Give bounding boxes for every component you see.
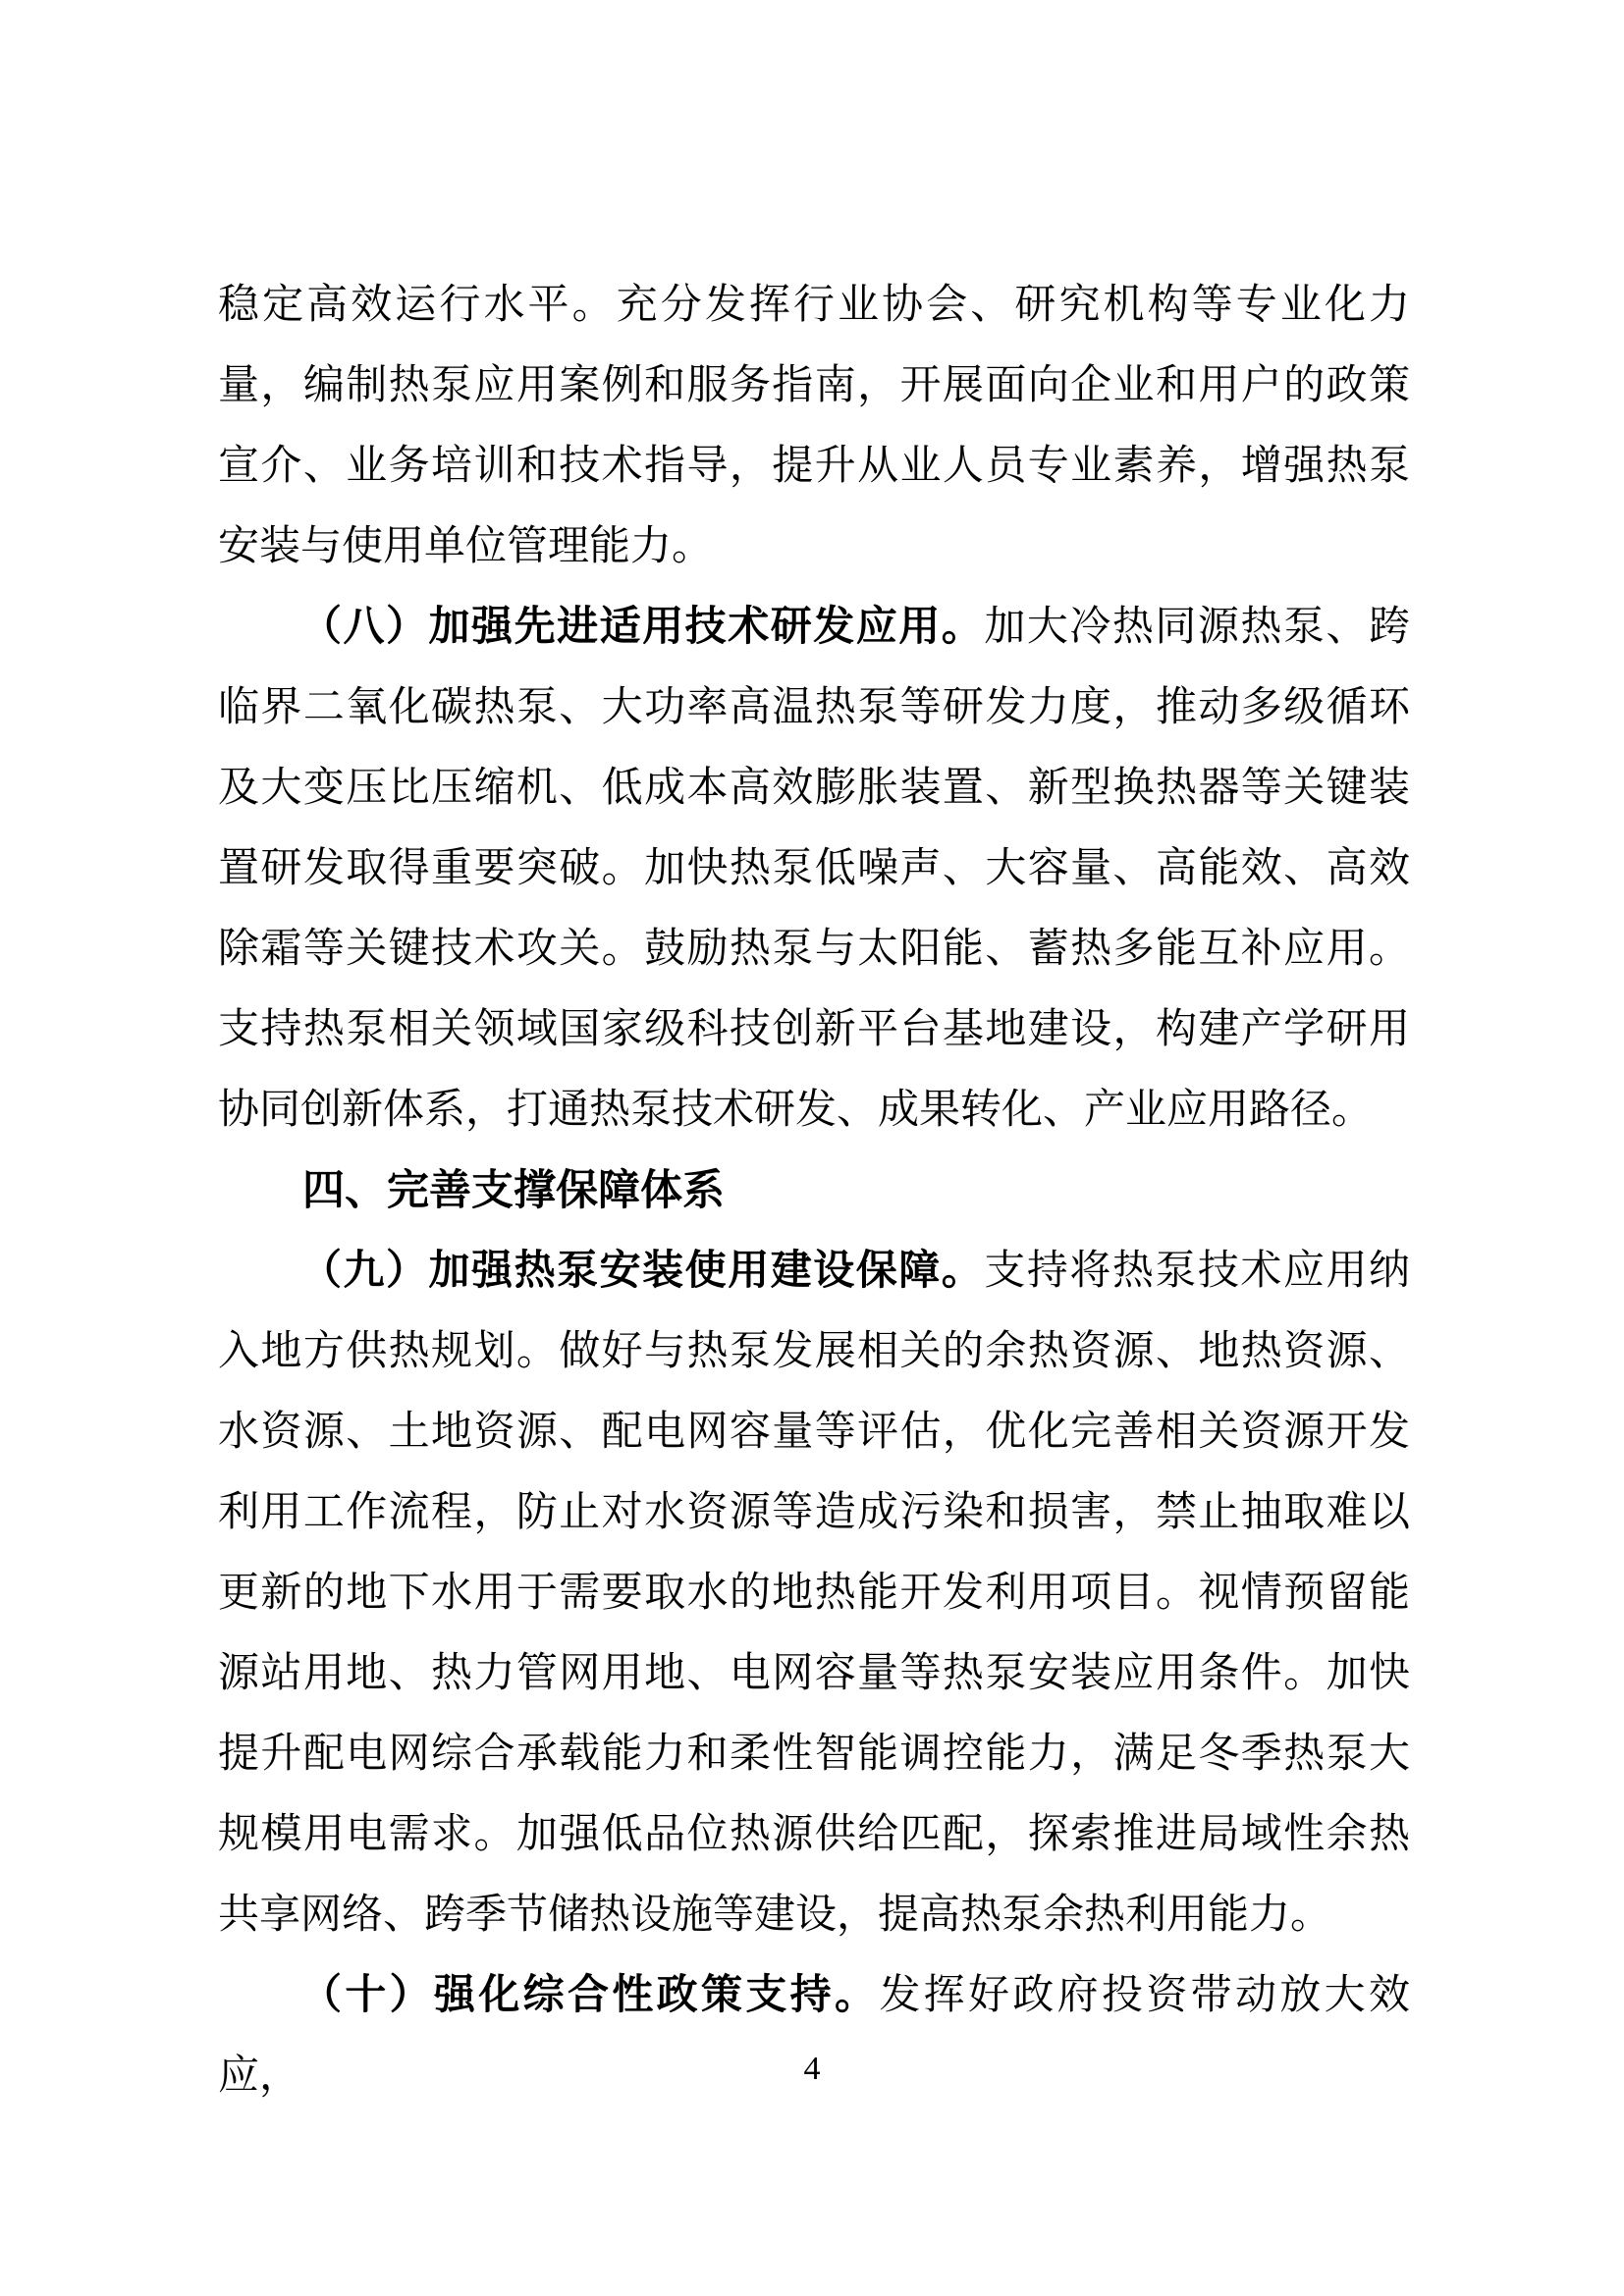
item-eight-lead: （八）加强先进适用技术研发应用。: [300, 605, 985, 650]
paragraph-item-eight: [218, 587, 1410, 1150]
paragraph-item-nine: [218, 1231, 1410, 1955]
paragraph-item-ten: [218, 1955, 1410, 2116]
item-ten-lead: （十）强化综合性政策支持。: [300, 1973, 880, 2018]
item-ten-body: 发挥好政府投资带动放大效应，: [218, 1973, 1410, 2099]
item-nine-lead: （九）加强热泵安装使用建设保障。: [300, 1249, 985, 1294]
page-number: 4: [803, 2051, 821, 2087]
item-eight-body: 加大冷热同源热泵、跨临界二氧化碳热泵、大功率高温热泵等研发力度，推动多级循环及大变压比压缩机、低成本高效膨胀装置、新型换热器等关键装置研发取得重要突破。加快热泵低噪声、大容量、高能效、高效除霜等关键技术攻关。鼓励热泵与太阳能、蓄热多能互补应用。支持热泵相关领域国家级科技创新平台基地建设，构建产学研用协同创新体系，打通热泵技术研发、成果转化、产业应用路径。: [218, 605, 1410, 1133]
section-heading-four: 四、完善支撑保障体系: [302, 1167, 725, 1214]
item-nine-body: 支持将热泵技术应用纳入地方供热规划。做好与热泵发展相关的余热资源、地热资源、水资源、土地资源、配电网容量等评估，优化完善相关资源开发利用工作流程，防止对水资源等造成污染和损害，禁止抽取难以更新的地下水用于需要取水的地热能开发利用项目。视情预留能源站用地、热力管网用地、电网容量等热泵安装应用条件。加快提升配电网综合承载能力和柔性智能调控能力，满足冬季热泵大规模用电需求。加强低品位热源供给匹配，探索推进局域性余热共享网络、跨季节储热设施等建设，提高热泵余热利用能力。: [218, 1249, 1410, 1938]
document-body: [218, 265, 1410, 2116]
paragraph-continuation: 稳定高效运行水平。充分发挥行业协会、研究机构等专业化力量，编制热泵应用案例和服务指南，开展面向企业和用户的政策宣介、业务培训和技术指导，提升从业人员专业素养，增强热泵安装与使用单位管理能力。: [218, 283, 1410, 569]
